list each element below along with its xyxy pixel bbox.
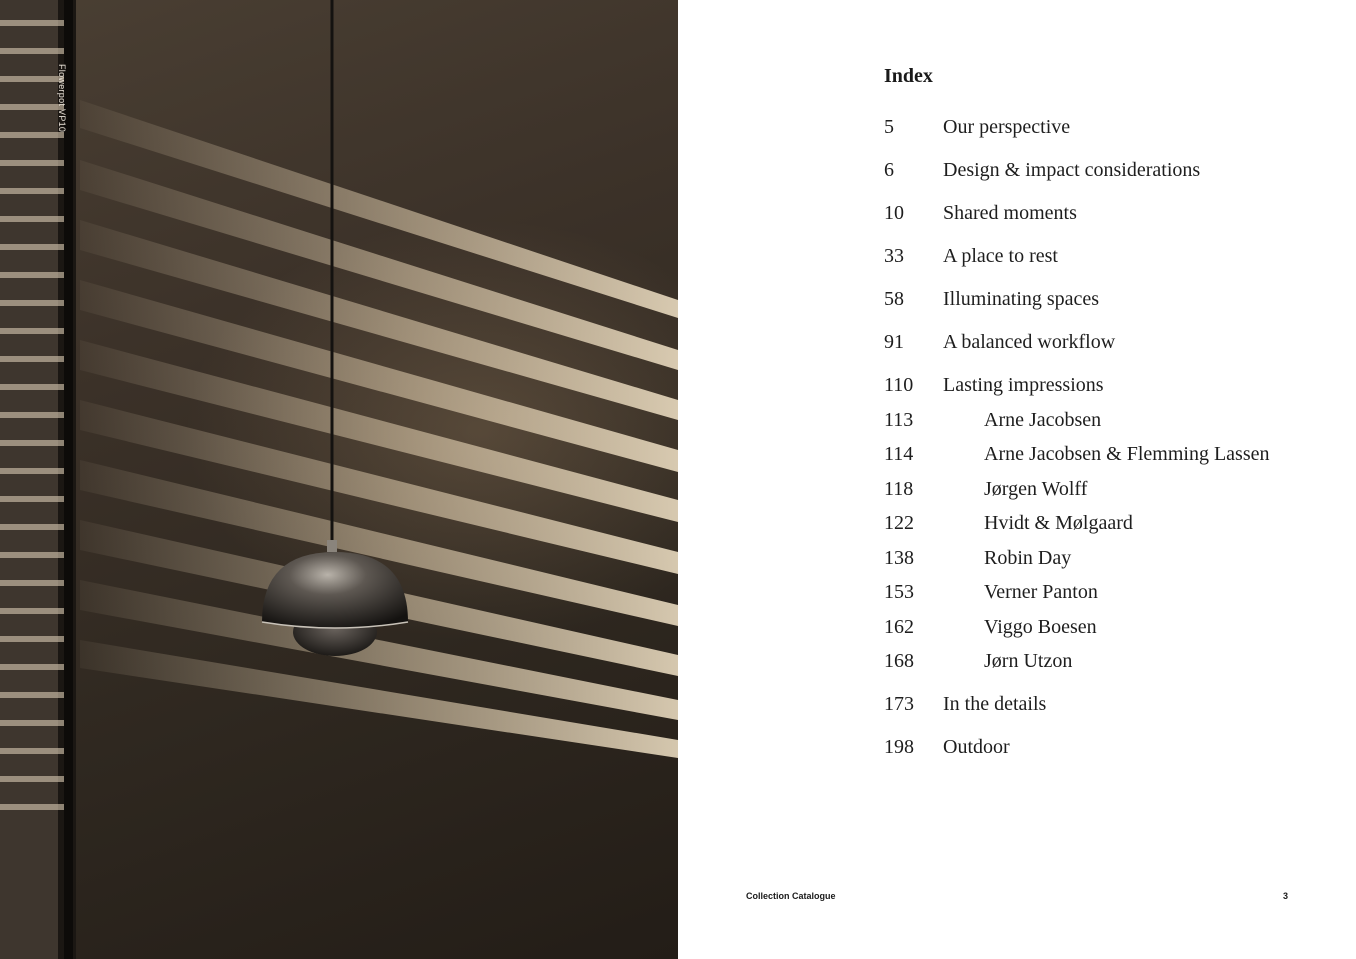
entry-title: Outdoor: [943, 736, 1010, 758]
entry-title: Arne Jacobsen & Flemming Lassen: [984, 443, 1270, 465]
entry-title: Design & impact considerations: [943, 159, 1201, 181]
footer-page-number: 3: [1283, 891, 1289, 901]
entry-page-number: 153: [884, 581, 914, 603]
window-blinds: [0, 0, 76, 959]
entry-page-number: 168: [884, 650, 914, 672]
entry-page-number: 113: [884, 409, 914, 431]
entry-page-number: 5: [884, 116, 894, 138]
entry-title: Robin Day: [984, 547, 1072, 569]
index-entry[interactable]: [884, 689, 1344, 719]
entry-title: Verner Panton: [984, 581, 1098, 603]
entry-page-number: 91: [884, 331, 904, 353]
entry-page-number: 138: [884, 547, 914, 569]
index-subentry[interactable]: [884, 439, 1344, 469]
entry-title: Hvidt & Mølgaard: [984, 512, 1133, 534]
entry-title: Jørgen Wolff: [984, 478, 1088, 500]
photo-caption: Flowerpot VP10: [57, 64, 67, 133]
entry-page-number: 162: [884, 616, 914, 638]
index-entry[interactable]: [884, 155, 1344, 185]
entry-title: Arne Jacobsen: [984, 409, 1102, 431]
entry-page-number: 198: [884, 736, 914, 758]
entry-title: Viggo Boesen: [984, 616, 1097, 638]
index-entry[interactable]: [884, 284, 1344, 314]
entry-page-number: 6: [884, 159, 894, 181]
entry-title: Illuminating spaces: [943, 288, 1100, 310]
index-subentry[interactable]: [884, 612, 1344, 642]
entry-title: Our perspective: [943, 116, 1071, 138]
blind-light-stripes: [80, 100, 678, 758]
entry-title: Shared moments: [943, 202, 1077, 224]
index-subentry[interactable]: [884, 474, 1344, 504]
footer-publication-title: Collection Catalogue: [746, 891, 836, 901]
entry-page-number: 10: [884, 202, 904, 224]
index-entry[interactable]: [884, 198, 1344, 228]
index-entry[interactable]: [884, 370, 1344, 400]
entry-page-number: 33: [884, 245, 904, 267]
entry-title: A balanced workflow: [943, 331, 1116, 353]
entry-page-number: 118: [884, 478, 914, 500]
entry-title: Jørn Utzon: [984, 650, 1073, 672]
index-subentry[interactable]: [884, 508, 1344, 538]
index-subentry[interactable]: [884, 646, 1344, 676]
index-entry[interactable]: [884, 112, 1344, 142]
index-entry[interactable]: [884, 327, 1344, 357]
index-entry[interactable]: [884, 241, 1344, 271]
entry-page-number: 173: [884, 693, 914, 715]
entry-page-number: 114: [884, 443, 914, 465]
entry-title: In the details: [943, 693, 1047, 715]
entry-title: Lasting impressions: [943, 374, 1104, 396]
index-subentry[interactable]: [884, 577, 1344, 607]
entry-title: A place to rest: [943, 245, 1058, 267]
index-entry[interactable]: [884, 732, 1344, 762]
index-title: Index: [884, 65, 933, 87]
entry-page-number: 110: [884, 374, 914, 396]
index-subentry[interactable]: [884, 405, 1344, 435]
index-subentry[interactable]: [884, 543, 1344, 573]
entry-page-number: 58: [884, 288, 904, 310]
entry-page-number: 122: [884, 512, 914, 534]
